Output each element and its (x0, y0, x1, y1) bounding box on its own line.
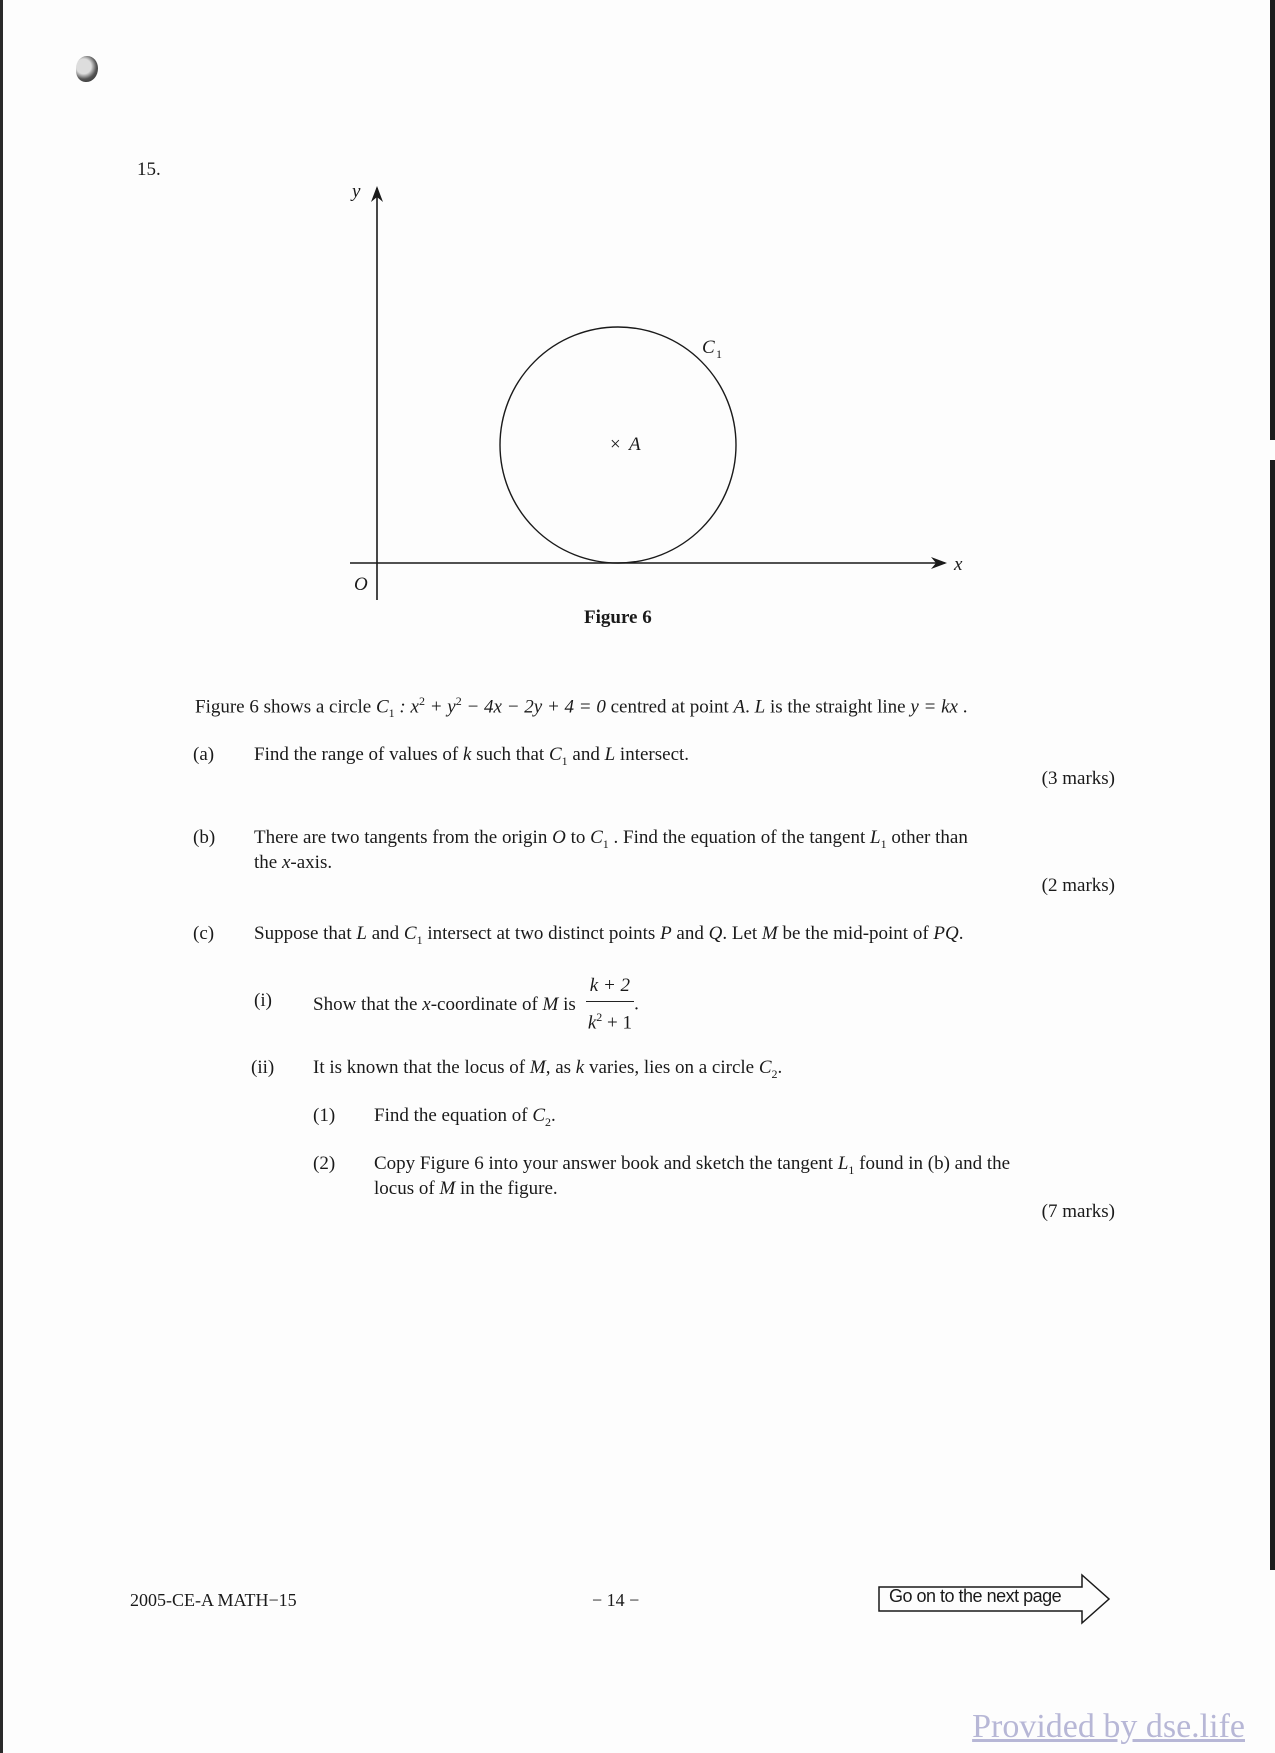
part-a-marks: (3 marks) (1041, 768, 1115, 789)
intro-t3: . (745, 696, 755, 718)
intro-t2: centred at point (610, 696, 734, 718)
intro-eq-b: + y (424, 696, 456, 718)
part-c-i-t3: is (558, 993, 576, 1015)
fraction-denominator (586, 1002, 634, 1035)
part-c-ii-m: M (529, 1057, 546, 1078)
part-b-marks: (2 marks) (1041, 875, 1115, 896)
intro-sup-y: 2 (455, 694, 462, 708)
part-a-t2: such that (471, 744, 549, 765)
part-a-t4: intersect. (615, 744, 690, 765)
part-a-t3: and (567, 744, 605, 765)
part-c-i-text (313, 974, 639, 1035)
part-c-i-m: M (542, 993, 559, 1015)
part-c-i-t2: -coordinate of (430, 993, 543, 1015)
page-left-edge (0, 0, 3, 1753)
intro-eq-c: − 4x − 2y + 4 = 0 (461, 696, 611, 718)
figure-6-diagram (340, 170, 980, 610)
page-right-edge-bottom (1270, 1320, 1275, 1570)
fraction-numerator: k + 2 (586, 974, 634, 1002)
intro-text (195, 689, 967, 725)
part-c-ii-t2: , as (545, 1057, 576, 1078)
part-b-text-line1 (254, 826, 968, 856)
paper-code: 2005-CE-A MATH−15 (130, 1590, 297, 1610)
part-b-t2: to (565, 827, 591, 848)
intro-eq-a: : x (394, 696, 419, 718)
part-c-ii-2-l-sub: 1 (848, 1162, 855, 1177)
fraction-den-rest: + 1 (602, 1012, 632, 1034)
part-c-ii-text (313, 1056, 782, 1086)
part-c-ii-2-t2: found in (b) and the (854, 1153, 1011, 1174)
part-c-ii-c-sub: 2 (771, 1066, 778, 1081)
part-c-ii-2-t1: Copy Figure 6 into your answer book and sketch the tangent (374, 1153, 838, 1174)
part-a-label: (a) (193, 744, 215, 765)
part-c-t7: . (958, 923, 964, 944)
part-c-ii-2-line2a: locus of (374, 1178, 440, 1199)
part-c-t1: Suppose that (254, 923, 357, 944)
part-b-l: L (870, 827, 881, 848)
part-b-t4: other than (886, 827, 968, 848)
part-c-ii-t1: It is known that the locus of (313, 1057, 530, 1078)
part-c-i-x: x (422, 993, 431, 1015)
part-c-i-t1: Show that the (313, 993, 423, 1015)
part-c-text (254, 922, 964, 952)
x-axis-label: x (954, 554, 963, 575)
punch-hole-mark (76, 56, 98, 82)
part-c-i-end: . (634, 993, 639, 1015)
page-right-edge-middle (1270, 460, 1275, 1320)
part-b-c-sub: 1 (602, 836, 609, 851)
part-a-c: C (548, 744, 562, 765)
part-c-label: (c) (193, 923, 215, 944)
part-b-t1: There are two tangents from the origin (254, 827, 553, 848)
part-c-l: L (356, 923, 367, 944)
part-c-ii-2-text-line2 (374, 1177, 558, 1201)
centre-cross-mark: × (610, 434, 621, 455)
page-right-edge-top (1270, 0, 1275, 440)
part-c-pq: PQ (933, 923, 959, 944)
part-c-t2: and (366, 923, 404, 944)
part-b-line2a: the (254, 852, 282, 873)
part-c-ii-k: k (575, 1057, 585, 1078)
centre-label-a: A (629, 434, 641, 455)
part-c-ii-1-t2: . (551, 1105, 556, 1126)
part-a-k: k (462, 744, 472, 765)
part-b-text-line2 (254, 851, 332, 875)
part-c-t4: and (671, 923, 709, 944)
part-c-i-label: (i) (254, 990, 272, 1011)
intro-t1: Figure 6 shows a circle (195, 696, 376, 718)
fraction-den-sup: 2 (596, 1010, 603, 1024)
y-axis-label: y (352, 181, 361, 202)
part-c-ii-1-t1: Find the equation of (374, 1105, 533, 1126)
page-number: − 14 − (592, 1590, 640, 1610)
part-b-line2x: x (281, 852, 291, 873)
circle-c1-label-subscript: 1 (716, 347, 722, 361)
x-coordinate-fraction (586, 974, 634, 1035)
part-b-l-sub: 1 (880, 836, 887, 851)
intro-l: L (754, 696, 766, 718)
part-a-t1: Find the range of values of (254, 744, 463, 765)
part-c-ii-2-line2b: in the figure. (455, 1178, 558, 1199)
figure-caption: Figure 6 (584, 607, 652, 628)
next-page-label: Go on to the next page (889, 1586, 1062, 1606)
part-b-t3: . Find the equation of the tangent (608, 827, 870, 848)
part-b-line2b: -axis. (290, 852, 333, 873)
part-c-ii-1-label: (1) (313, 1105, 336, 1126)
part-c-ii-2-l: L (837, 1153, 849, 1174)
part-b-label: (b) (193, 827, 216, 848)
fraction-den-k: k (587, 1012, 597, 1034)
part-b-c: C (590, 827, 603, 848)
part-c-ii-1-text (374, 1104, 556, 1134)
part-c-t5: . Let (722, 923, 762, 944)
part-c-ii-1-c-sub: 2 (545, 1114, 551, 1129)
part-c-c: C (403, 923, 417, 944)
part-c-t3: intersect at two distinct points (422, 923, 661, 944)
intro-sup-x: 2 (418, 694, 425, 708)
intro-c: C (375, 696, 389, 718)
intro-a: A (733, 696, 746, 718)
circle-c1-label: C (702, 337, 715, 358)
intro-t5: . (957, 696, 968, 718)
part-c-p: P (660, 923, 672, 944)
part-c-ii-2-m: M (439, 1178, 456, 1199)
part-c-ii-1-c: C (532, 1105, 545, 1126)
part-c-q: Q (708, 923, 723, 944)
part-c-t6: be the mid-point of (777, 923, 934, 944)
part-a-l: L (604, 744, 616, 765)
part-c-c-sub: 1 (416, 932, 423, 947)
part-c-ii-2-marks: (7 marks) (1041, 1201, 1115, 1222)
origin-label: O (354, 574, 368, 595)
part-c-ii-t4: . (777, 1057, 783, 1078)
part-b-o: O (552, 827, 566, 848)
intro-c-sub: 1 (388, 706, 395, 721)
part-c-m: M (761, 923, 778, 944)
part-a-text (254, 743, 689, 773)
intro-t4: is the straight line (765, 696, 911, 718)
watermark: Provided by dse.life (972, 1708, 1245, 1745)
part-c-ii-label: (ii) (251, 1057, 275, 1078)
part-a-c-sub: 1 (561, 753, 568, 768)
part-c-ii-c: C (758, 1057, 772, 1078)
part-c-ii-t3: varies, lies on a circle (584, 1057, 759, 1078)
intro-line-eq: y = kx (910, 696, 958, 718)
question-number: 15. (137, 159, 161, 180)
part-c-ii-2-label: (2) (313, 1153, 336, 1174)
